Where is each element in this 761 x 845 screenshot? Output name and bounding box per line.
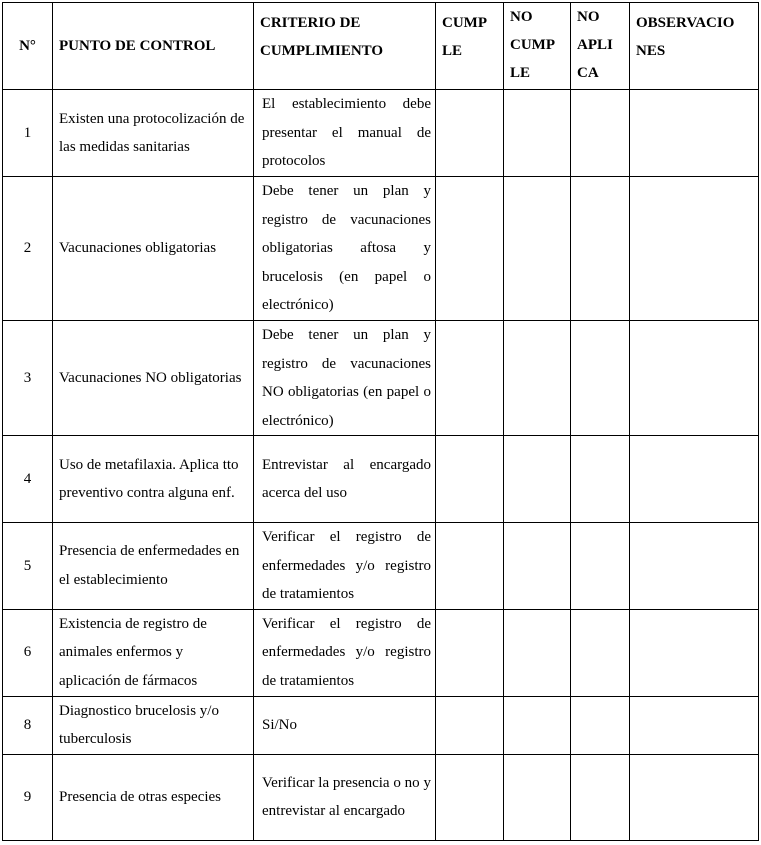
header-observaciones-line: OBSERVACIO	[636, 15, 735, 31]
row-num: 9	[3, 754, 53, 840]
row-criterio: Debe tener un plan y registro de vacunaciones obligatorias aftosa y brucelosis (en papel o electrónico)	[254, 177, 436, 321]
table-row	[3, 609, 759, 696]
row-punto: Diagnostico brucelosis y/o tuberculosis	[53, 696, 254, 754]
row-cumple-cell[interactable]	[436, 90, 504, 177]
row-criterio: Debe tener un plan y registro de vacunaciones NO obligatorias (en papel o electrónico)	[254, 321, 436, 436]
row-observaciones-cell[interactable]	[630, 177, 759, 321]
row-num: 5	[3, 523, 53, 610]
header-no-cumple-line: NO	[510, 9, 533, 25]
checklist-table	[2, 2, 759, 841]
row-no-aplica-cell[interactable]	[571, 754, 630, 840]
table-row	[3, 696, 759, 754]
row-criterio: Verificar el registro de enfermedades y/o registro de tratamientos	[254, 609, 436, 696]
row-observaciones-cell[interactable]	[630, 436, 759, 523]
row-no-cumple-cell[interactable]	[504, 90, 571, 177]
row-cumple-cell[interactable]	[436, 609, 504, 696]
row-no-cumple-cell[interactable]	[504, 523, 571, 610]
row-num: 4	[3, 436, 53, 523]
row-no-cumple-cell[interactable]	[504, 609, 571, 696]
header-observaciones	[630, 3, 759, 90]
header-no-aplica-line: NO	[577, 9, 600, 25]
table-row	[3, 436, 759, 523]
row-no-aplica-cell[interactable]	[571, 609, 630, 696]
row-no-cumple-cell[interactable]	[504, 321, 571, 436]
header-criterio-line: CRITERIO DE	[260, 15, 361, 31]
row-no-cumple-cell[interactable]	[504, 754, 571, 840]
row-criterio: Verificar la presencia o no y entrevistar al encargado	[254, 754, 436, 840]
checklist-table-wrapper	[2, 2, 759, 841]
row-no-aplica-cell[interactable]	[571, 696, 630, 754]
header-no-cumple	[504, 3, 571, 90]
row-punto: Vacunaciones obligatorias	[53, 177, 254, 321]
header-cumple-line: LE	[442, 43, 463, 59]
row-punto: Presencia de enfermedades en el establecimiento	[53, 523, 254, 610]
header-no-aplica-line: APLI	[577, 37, 613, 53]
table-row	[3, 177, 759, 321]
row-no-aplica-cell[interactable]	[571, 523, 630, 610]
header-criterio	[254, 3, 436, 90]
row-observaciones-cell[interactable]	[630, 754, 759, 840]
row-criterio: Si/No	[254, 696, 436, 754]
row-no-aplica-cell[interactable]	[571, 321, 630, 436]
row-no-cumple-cell[interactable]	[504, 436, 571, 523]
header-no-cumple-line: CUMP	[510, 37, 555, 53]
header-no-aplica-line: CA	[577, 65, 599, 81]
row-cumple-cell[interactable]	[436, 754, 504, 840]
row-observaciones-cell[interactable]	[630, 90, 759, 177]
header-cumple	[436, 3, 504, 90]
header-cumple-line: CUMP	[442, 15, 487, 31]
row-criterio: Verificar el registro de enfermedades y/o registro de tratamientos	[254, 523, 436, 610]
row-no-aplica-cell[interactable]	[571, 436, 630, 523]
row-punto: Presencia de otras especies	[53, 754, 254, 840]
header-punto-de-control: PUNTO DE CONTROL	[53, 3, 254, 90]
row-no-aplica-cell[interactable]	[571, 90, 630, 177]
row-punto: Existencia de registro de animales enfermos y aplicación de fármacos	[53, 609, 254, 696]
row-cumple-cell[interactable]	[436, 523, 504, 610]
row-num: 3	[3, 321, 53, 436]
table-row	[3, 90, 759, 177]
row-cumple-cell[interactable]	[436, 177, 504, 321]
row-observaciones-cell[interactable]	[630, 609, 759, 696]
header-num: N°	[3, 3, 53, 90]
row-no-cumple-cell[interactable]	[504, 696, 571, 754]
row-num: 2	[3, 177, 53, 321]
row-no-aplica-cell[interactable]	[571, 177, 630, 321]
row-criterio: El establecimiento debe presentar el manual de protocolos	[254, 90, 436, 177]
header-no-cumple-line: LE	[510, 65, 531, 81]
table-row	[3, 321, 759, 436]
table-row	[3, 523, 759, 610]
row-num: 6	[3, 609, 53, 696]
row-cumple-cell[interactable]	[436, 321, 504, 436]
row-punto: Uso de metafilaxia. Aplica tto preventivo contra alguna enf.	[53, 436, 254, 523]
row-observaciones-cell[interactable]	[630, 321, 759, 436]
header-observaciones-line: NES	[636, 43, 666, 59]
table-row	[3, 754, 759, 840]
row-num: 8	[3, 696, 53, 754]
row-observaciones-cell[interactable]	[630, 523, 759, 610]
row-num: 1	[3, 90, 53, 177]
row-cumple-cell[interactable]	[436, 696, 504, 754]
row-criterio: Entrevistar al encargado acerca del uso	[254, 436, 436, 523]
row-observaciones-cell[interactable]	[630, 696, 759, 754]
header-row	[3, 3, 759, 90]
row-no-cumple-cell[interactable]	[504, 177, 571, 321]
header-no-aplica	[571, 3, 630, 90]
row-punto: Existen una protocolización de las medidas sanitarias	[53, 90, 254, 177]
row-punto: Vacunaciones NO obligatorias	[53, 321, 254, 436]
header-criterio-line: CUMPLIMIENTO	[260, 43, 384, 59]
row-cumple-cell[interactable]	[436, 436, 504, 523]
